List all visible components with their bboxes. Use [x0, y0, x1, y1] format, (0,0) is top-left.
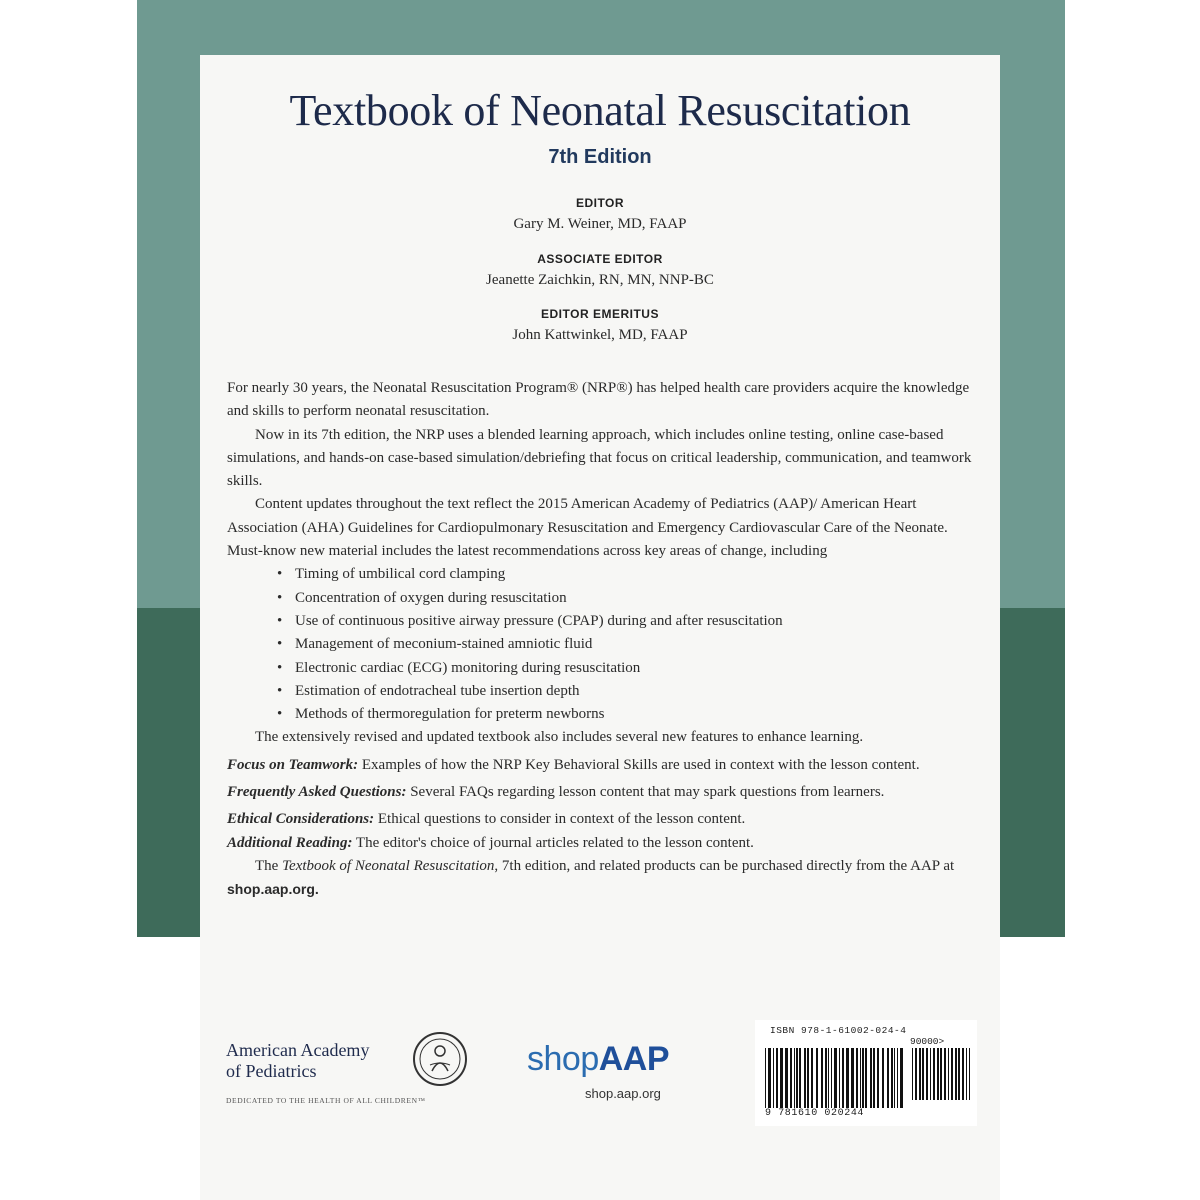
book-title: Textbook of Neonatal Resuscitation: [289, 86, 911, 135]
shop-url: shop.aap.org: [585, 1086, 661, 1101]
purchase-text-mid: , 7th edition, and related products can be purchased directly from the AAP at: [494, 857, 955, 874]
isbn-label: ISBN 978-1-61002-024-4: [770, 1025, 907, 1036]
description-paragraph-1: For nearly 30 years, the Neonatal Resuscitation Program® (NRP®) has helped health care providers acquire the knowledge and skills to perform neonatal resuscitation.: [227, 380, 970, 420]
list-item: • Estimation of endotracheal tube insertion depth: [277, 682, 580, 699]
shopaap-logo-aap: AAP: [598, 1040, 670, 1078]
feature-text: Ethical questions to consider in context of the lesson content.: [374, 811, 746, 828]
feature-label: Frequently Asked Questions:: [227, 784, 407, 801]
list-item-text: Management of meconium-stained amniotic fluid: [295, 636, 593, 653]
list-item-text: Timing of umbilical cord clamping: [295, 566, 506, 583]
description-paragraph-4: The extensively revised and updated textbook also includes several new features to enhance learning.: [255, 729, 864, 746]
aap-tagline: DEDICATED TO THE HEALTH OF ALL CHILDREN™: [226, 1096, 426, 1105]
credit-role-editor-emeritus: EDITOR EMERITUS: [541, 307, 659, 321]
aap-logo-text: [226, 1040, 369, 1082]
description-paragraph-5: [227, 855, 972, 903]
feature-text: Several FAQs regarding lesson content that may spark questions from learners.: [406, 784, 885, 801]
list-item: • Electronic cardiac (ECG) monitoring during resuscitation: [277, 659, 641, 676]
list-item: • Methods of thermoregulation for preterm newborns: [277, 706, 605, 723]
cover-background-gap: [1000, 937, 1065, 1200]
feature-label: Ethical Considerations:: [227, 811, 375, 828]
list-item-text: Use of continuous positive airway pressure (CPAP) during and after resuscitation: [295, 612, 783, 629]
book-description: [227, 377, 972, 903]
shopaap-logo: [527, 1040, 669, 1079]
list-item: • Timing of umbilical cord clamping: [277, 566, 506, 583]
price-barcode: [912, 1048, 970, 1100]
feature-label: Focus on Teamwork:: [227, 756, 359, 773]
aap-name-line-1: American Academy: [226, 1040, 370, 1060]
list-item-text: Concentration of oxygen during resuscitation: [295, 589, 567, 606]
price-code: 90000>: [910, 1036, 945, 1047]
credit-role-editor: EDITOR: [575, 196, 625, 210]
list-item-text: Methods of thermoregulation for preterm newborns: [295, 706, 605, 723]
aap-seal-icon: [412, 1031, 468, 1087]
description-paragraph-3: Content updates throughout the text reflect the 2015 American Academy of Pediatrics (AAP)/ American Heart Association (AHA) Guidelines for Cardiopulmonary Resuscitation and Emergency Cardiovascular Care of the Neonate. Must-know new material includes the latest recommendations across key areas of change, including: [227, 496, 948, 560]
barcode-number: 9 781610 020244: [765, 1108, 865, 1119]
feature-text: The editor's choice of journal articles related to the lesson content.: [352, 834, 754, 851]
feature-ethical-considerations: [227, 808, 972, 831]
feature-text: Examples of how the NRP Key Behavioral Skills are used in context with the lesson content.: [358, 756, 920, 773]
shop-link[interactable]: shop.aap.org.: [227, 881, 319, 898]
purchase-book-title: Textbook of Neonatal Resuscitation: [282, 857, 495, 874]
feature-label: Additional Reading:: [227, 834, 353, 851]
list-item: • Management of meconium-stained amniotic fluid: [277, 636, 593, 653]
credit-name-associate-editor: Jeanette Zaichkin, RN, MN, NNP-BC: [486, 272, 714, 288]
feature-additional-reading: [227, 832, 972, 855]
book-edition: 7th Edition: [548, 146, 652, 168]
aap-name-line-2: of Pediatrics: [226, 1061, 317, 1081]
feature-focus-on-teamwork: [227, 754, 972, 777]
shopaap-logo-shop: shop: [527, 1040, 599, 1078]
description-paragraph-2: Now in its 7th edition, the NRP uses a blended learning approach, which includes online testing, online case-based simulations, and hands-on case-based simulation/debriefing that focus on critical leadership, communication, and teamwork skills.: [227, 426, 972, 490]
list-item: • Concentration of oxygen during resuscitation: [277, 589, 567, 606]
isbn-barcode: [765, 1048, 905, 1108]
list-item-text: Electronic cardiac (ECG) monitoring during resuscitation: [295, 659, 641, 676]
key-changes-list: [227, 563, 972, 726]
credit-name-editor: Gary M. Weiner, MD, FAAP: [513, 216, 687, 232]
list-item-text: Estimation of endotracheal tube insertion depth: [295, 682, 580, 699]
purchase-text-pre: The: [255, 857, 283, 874]
credit-name-editor-emeritus: John Kattwinkel, MD, FAAP: [512, 327, 688, 343]
credit-role-associate-editor: ASSOCIATE EDITOR: [537, 252, 663, 266]
list-item: • Use of continuous positive airway pressure (CPAP) during and after resuscitation: [277, 612, 783, 629]
feature-faq: [227, 781, 972, 804]
